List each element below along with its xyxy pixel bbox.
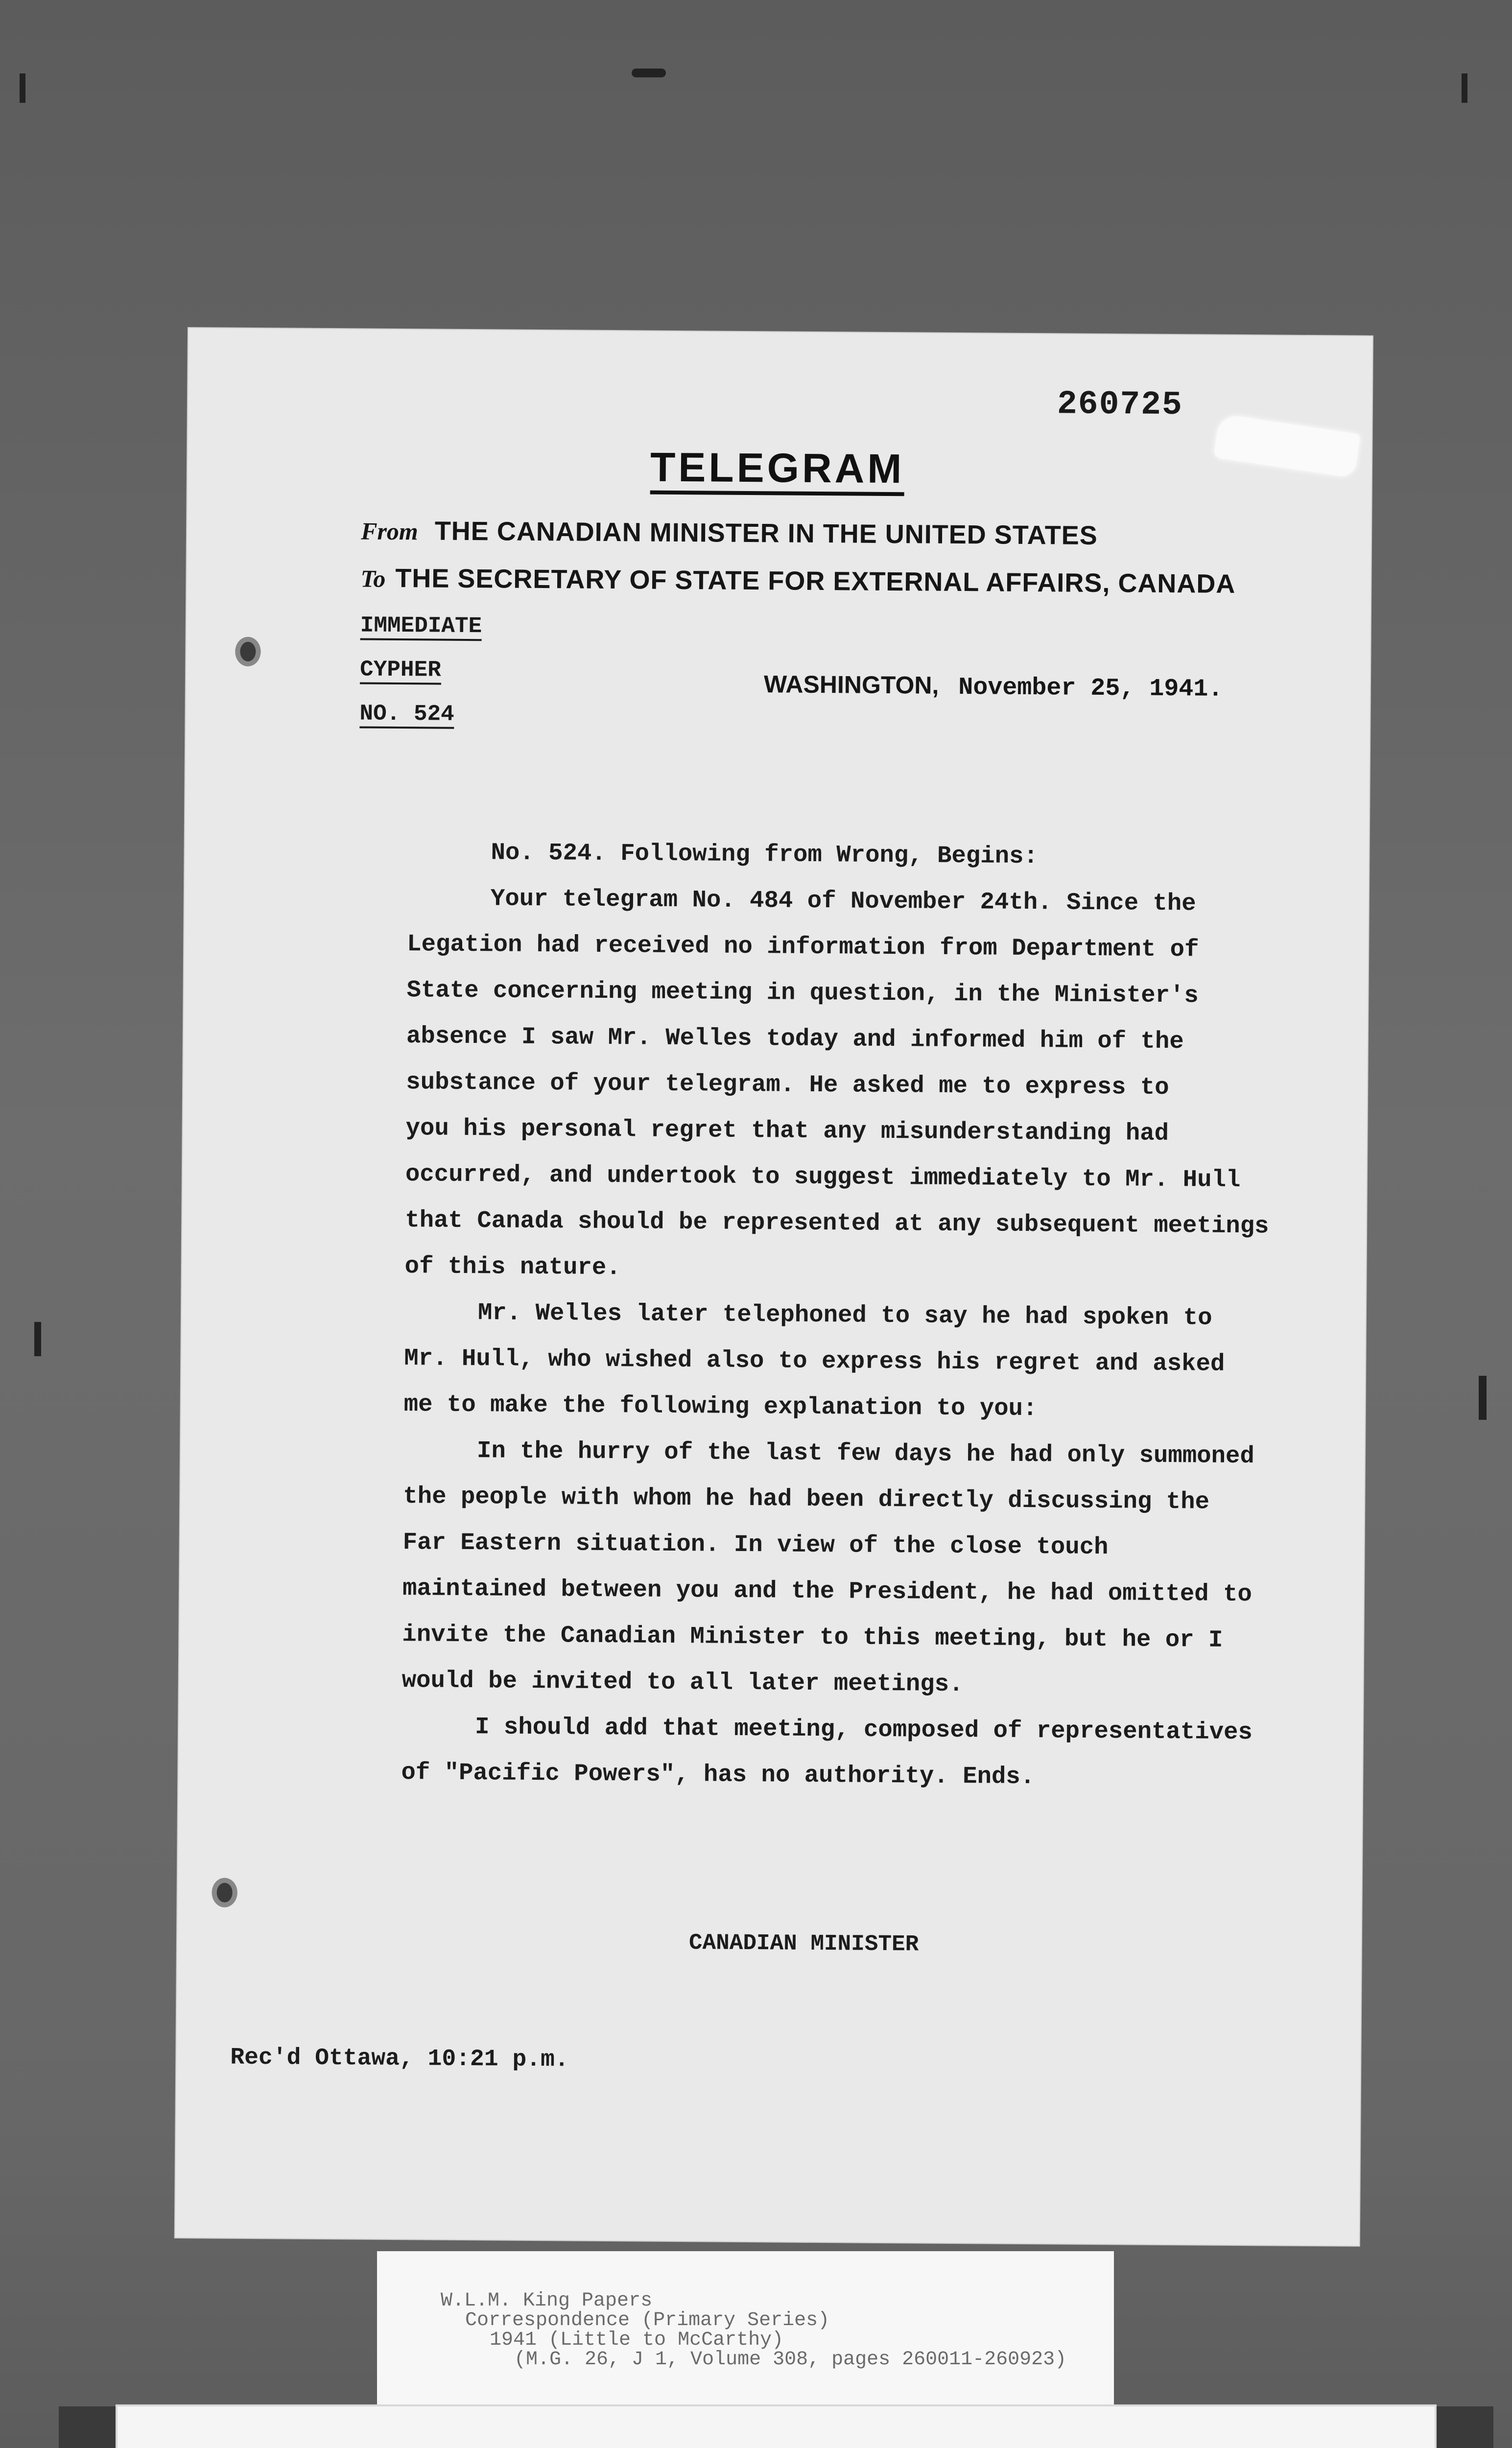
signature: CANADIAN MINISTER [688,1930,919,1957]
to-label: To [360,565,386,592]
tape-mark [1213,414,1360,478]
body-line: I should add that meeting, composed of representatives [474,1713,1253,1746]
citation-line: W.L.M. King Papers [441,2290,653,2312]
body-line: substance of your telegram. He asked me to express to [406,1068,1169,1102]
received-note: Rec'd Ottawa, 10:21 p.m. [230,2044,569,2073]
body-line: State concerning meeting in question, in the Minister's [406,976,1199,1010]
body-line: maintained between you and the President, he had omitted to [402,1575,1252,1608]
to-value: THE SECRETARY OF STATE FOR EXTERNAL AFFAIRS, CANADA [395,563,1236,599]
body-line: invite the Canadian Minister to this meeting, but he or I [402,1621,1223,1654]
archives-card [118,2406,1435,2448]
body-line: No. 524. Following from Wrong, Begins: [491,839,1039,871]
scan-edge-mark [632,69,666,77]
place: WASHINGTON, [763,670,939,699]
citation-label [377,2251,1114,2408]
tag-cypher: CYPHER [360,657,441,684]
card-shadow-left [59,2406,118,2448]
body-line: Far Eastern situation. In view of the close touch [402,1529,1109,1561]
citation-line: 1941 (Little to McCarthy) [490,2329,784,2351]
scan-edge-mark [1479,1376,1487,1420]
punch-hole [212,1878,237,1907]
body-line: Mr. Welles later telephoned to say he had spoken to [477,1299,1212,1332]
citation-line: Correspondence (Primary Series) [465,2309,830,2331]
card-shadow-right [1435,2406,1493,2448]
body-line: that Canada should be represented at any subsequent meetings [405,1206,1269,1240]
body-line: of "Pacific Powers", has no authority. Ends. [401,1759,1035,1791]
from-row [361,515,1098,551]
body-line: the people with whom he had been directly discussing the [403,1483,1210,1516]
telegram-title: TELEGRAM [650,447,905,496]
body-line: absence I saw Mr. Welles today and informed him of the [406,1022,1184,1056]
tag-number: NO. 524 [359,701,454,729]
body-line: me to make the following explanation to you: [403,1390,1038,1423]
scan-edge-mark [34,1322,41,1356]
from-value: THE CANADIAN MINISTER IN THE UNITED STATES [434,516,1098,550]
body-line: Your telegram No. 484 of November 24th. Since the [490,885,1196,918]
citation-line: (M.G. 26, J 1, Volume 308, pages 260011-260923) [514,2349,1067,2371]
scan-edge-mark [20,73,25,103]
body-line: Mr. Hull, who wished also to express his regret and asked [404,1344,1225,1378]
body-line: occurred, and undertook to suggest immediately to Mr. Hull [405,1160,1241,1194]
scan-edge-mark [1462,73,1467,103]
body-line: In the hurry of the last few days he had only summoned [476,1437,1255,1470]
tag-immediate: IMMEDIATE [360,613,482,640]
body-line: Legation had received no information from Department of [407,930,1199,964]
body-line: would be invited to all later meetings. [402,1667,964,1698]
place-date [764,670,1223,704]
telegram-paper [175,328,1372,2246]
from-label: From [360,517,419,545]
date: November 25, 1941. [958,673,1223,704]
body-line: you his personal regret that any misunderstanding had [405,1114,1169,1148]
telegram-body [401,829,1289,1802]
body-line: of this nature. [404,1252,621,1282]
document-number: 260725 [1057,385,1183,424]
punch-hole [235,637,260,666]
to-row [360,563,1235,599]
